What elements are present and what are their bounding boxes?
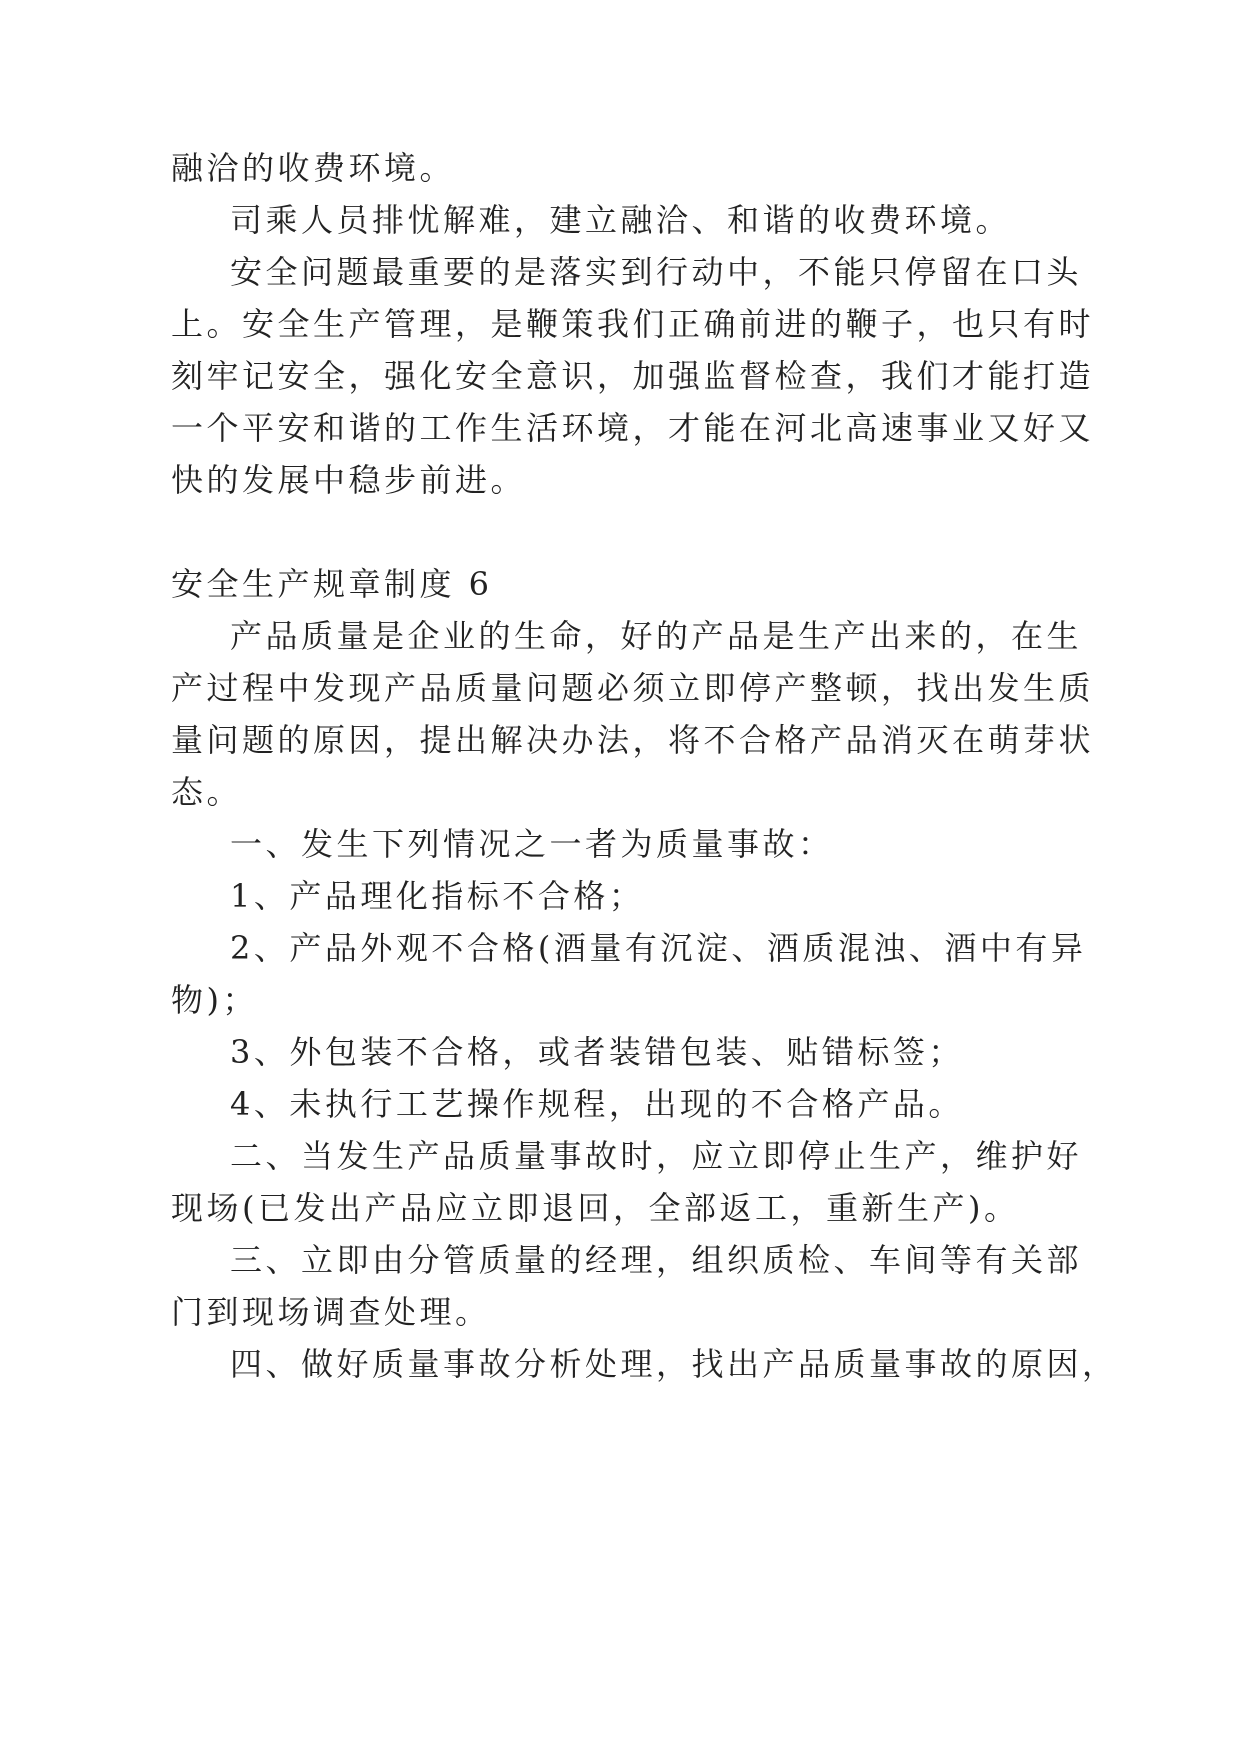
- paragraph-line: 上。安全生产管理，是鞭策我们正确前进的鞭子，也只有时: [171, 305, 1095, 343]
- paragraph-line: 司乘人员排忧解难，建立融洽、和谐的收费环境。: [230, 201, 1012, 239]
- paragraph-line: 三、立即由分管质量的经理，组织质检、车间等有关部: [230, 1241, 1083, 1279]
- paragraph-line: 刻牢记安全，强化安全意识，加强监督检查，我们才能打造: [171, 357, 1095, 395]
- paragraph-line: 态。: [171, 773, 243, 811]
- paragraph-line: 产品质量是企业的生命，好的产品是生产出来的，在生: [230, 617, 1083, 655]
- section-heading: 安全生产规章制度 6: [171, 565, 493, 603]
- list-item: 2、产品外观不合格(酒量有沉淀、酒质混浊、酒中有异: [230, 929, 1087, 967]
- paragraph-line: 二、当发生产品质量事故时，应立即停止生产，维护好: [230, 1137, 1083, 1175]
- paragraph-line: 量问题的原因，提出解决办法，将不合格产品消灭在萌芽状: [171, 721, 1095, 759]
- paragraph-line: 快的发展中稳步前进。: [171, 461, 527, 499]
- paragraph-line: 安全问题最重要的是落实到行动中，不能只停留在口头: [230, 253, 1083, 291]
- list-item: 3、外包装不合格，或者装错包装、贴错标签；: [230, 1033, 964, 1071]
- list-item: 1、产品理化指标不合格；: [230, 877, 645, 915]
- paragraph-line: 四、做好质量事故分析处理，找出产品质量事故的原因，: [230, 1345, 1118, 1383]
- paragraph-line: 一个平安和谐的工作生活环境，才能在河北高速事业又好又: [171, 409, 1095, 447]
- paragraph-line: 门到现场调查处理。: [171, 1293, 491, 1331]
- list-item: 4、未执行工艺操作规程，出现的不合格产品。: [230, 1085, 964, 1123]
- paragraph-line: 一、发生下列情况之一者为质量事故：: [230, 825, 834, 863]
- paragraph-line: 融洽的收费环境。: [171, 149, 456, 187]
- paragraph-line: 现场(已发出产品应立即退回，全部返工，重新生产)。: [171, 1189, 1020, 1227]
- paragraph-line: 产过程中发现产品质量问题必须立即停产整顿，找出发生质: [171, 669, 1095, 707]
- list-item: 物)；: [171, 981, 258, 1019]
